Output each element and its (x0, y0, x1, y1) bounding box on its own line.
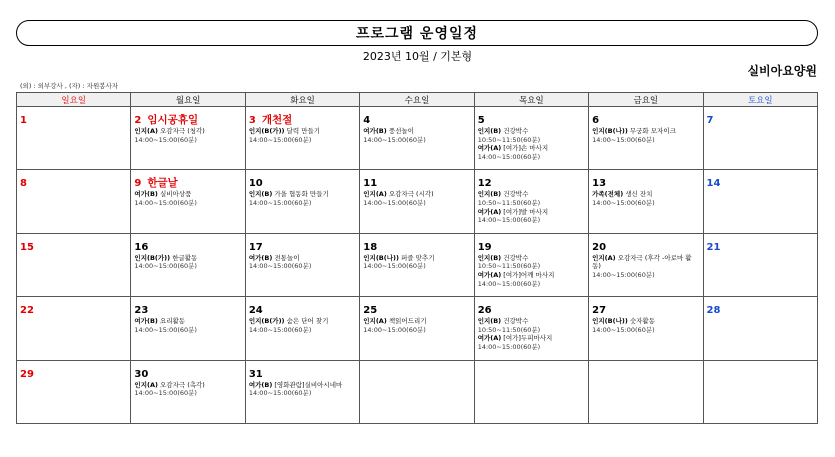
calendar-day-cell (703, 107, 817, 170)
calendar-day-cell (245, 170, 359, 233)
activity-time: 14:00~15:00(60분) (592, 325, 655, 334)
weekday-mon: 월요일 (131, 93, 245, 107)
activity-name: 오감자극 (후각 -아로마 활동) (592, 253, 692, 271)
day-number: 17 (248, 241, 263, 253)
activity-title-line (592, 317, 699, 326)
activity-entry (249, 190, 356, 207)
day-number: 31 (248, 368, 263, 380)
calendar-week-row (17, 297, 818, 360)
activity-title-line (478, 334, 585, 343)
activity-title-line (592, 254, 699, 271)
day-header (478, 298, 585, 317)
activity-title-line (249, 381, 356, 390)
weekday-header-row (17, 93, 818, 107)
activity-time: 14:00~15:00(60분) (477, 216, 541, 225)
activity-entry (478, 334, 585, 351)
day-number: 3 (248, 115, 256, 126)
day-header (20, 108, 127, 127)
activity-time: 14:00~15:00(60분) (592, 135, 655, 144)
day-header (134, 298, 241, 317)
activity-time: 14:00~15:00(60분) (363, 198, 426, 207)
day-number: 14 (706, 178, 721, 190)
activity-time: 10:50~11:50(60분) (477, 135, 541, 144)
calendar-day-cell (245, 107, 359, 170)
activity-entry (134, 190, 241, 207)
day-header (20, 362, 127, 381)
day-number: 19 (477, 241, 492, 253)
activity-name: [영화관람]실비아시네마 (274, 380, 343, 389)
activity-name: [여가]발 마사지 (503, 207, 549, 216)
activity-time: 14:00~15:00(60분) (134, 389, 197, 398)
weekday-fri: 금요일 (589, 93, 703, 107)
calendar-day-cell (17, 107, 131, 170)
activity-category: 인지(B(나)) (592, 127, 628, 135)
activity-name: [여가]어깨 마사지 (503, 270, 555, 279)
day-header (134, 362, 241, 381)
day-number: 4 (363, 115, 371, 126)
activity-name: [여가]두피마사지 (503, 334, 553, 343)
activity-name: 건강박수 (503, 190, 529, 199)
activity-entry (363, 317, 470, 334)
day-header (478, 108, 585, 127)
page-title-text: 프로그램 운영일정 (355, 26, 479, 42)
calendar-day-cell (131, 297, 245, 360)
activity-category: 여가(B) (248, 380, 273, 389)
calendar-week-row (17, 233, 818, 296)
activity-time: 10:50~11:50(60분) (477, 325, 541, 334)
activity-title-line (249, 190, 356, 199)
activity-title-line (249, 127, 356, 136)
activity-category: 인지(A) (134, 380, 158, 389)
day-number: 18 (363, 241, 378, 253)
activity-category: 인지(B) (477, 253, 502, 262)
activity-category: 여가(A) (477, 270, 502, 279)
day-header (592, 108, 699, 127)
activity-name: 무궁화 모자이크 (629, 127, 676, 135)
activity-entry (249, 127, 356, 144)
day-number: 24 (248, 305, 263, 317)
day-number: 22 (20, 305, 34, 317)
day-number: 2 (134, 115, 142, 126)
calendar-day-cell (589, 107, 703, 170)
day-header (592, 171, 699, 190)
activity-name: 풍선놀이 (388, 127, 414, 135)
page-title (16, 20, 818, 46)
day-header (134, 171, 241, 190)
activity-name: 건강박수 (503, 253, 529, 262)
activity-time: 14:00~15:00(60분) (363, 325, 426, 334)
activity-name: 숨은 단어 찾기 (286, 317, 329, 326)
activity-time: 14:00~15:00(60분) (248, 135, 312, 144)
day-header (363, 171, 470, 190)
activity-entry (363, 190, 470, 207)
activity-time: 14:00~15:00(60분) (248, 389, 312, 398)
day-number: 12 (477, 178, 492, 190)
legend-note: (외) : 외부강사 , (자) : 자원봉사자 (20, 82, 119, 90)
day-number: 28 (706, 305, 721, 317)
calendar-day-cell (360, 360, 474, 423)
weekday-tue: 화요일 (245, 93, 359, 107)
day-number: 5 (477, 115, 485, 126)
activity-title-line (363, 190, 470, 199)
activity-category: 인지(B(가)) (248, 317, 285, 326)
day-number: 26 (477, 305, 492, 317)
day-number: 25 (363, 305, 378, 317)
activity-name: 전통놀이 (274, 253, 300, 262)
day-header (249, 362, 356, 381)
calendar-day-cell (17, 360, 131, 423)
activity-category: 가족(전체) (592, 190, 624, 199)
weekday-sun: 일요일 (17, 93, 131, 107)
calendar-day-cell (589, 360, 703, 423)
activity-name: 책읽어드리기 (388, 317, 427, 326)
activity-title-line (478, 190, 585, 199)
day-header (249, 235, 356, 254)
day-number: 11 (363, 178, 378, 190)
day-number: 21 (706, 241, 721, 253)
day-number: 20 (592, 241, 607, 253)
calendar-day-cell (589, 170, 703, 233)
activity-title-line (478, 144, 585, 153)
calendar-day-cell (360, 107, 474, 170)
activity-entry (592, 317, 699, 334)
activity-name: 가을 협동화 만들기 (274, 190, 329, 199)
activity-name: 오감자극 (시각) (388, 190, 434, 199)
day-header (363, 235, 470, 254)
calendar-day-cell (474, 360, 588, 423)
calendar-day-cell (703, 233, 817, 296)
activity-title-line (134, 190, 241, 199)
activity-entry (134, 381, 241, 398)
weekday-thu: 목요일 (474, 93, 588, 107)
day-header (249, 171, 356, 190)
activity-category: 인지(B) (477, 317, 502, 326)
activity-name: 오감자극 (청각) (160, 127, 205, 135)
day-header (363, 298, 470, 317)
day-header (592, 298, 699, 317)
activity-category: 여가(A) (477, 334, 502, 343)
calendar-day-cell (703, 170, 817, 233)
activity-time: 14:00~15:00(60분) (592, 270, 655, 279)
calendar-day-cell (360, 233, 474, 296)
day-number: 10 (248, 178, 263, 190)
day-header (20, 235, 127, 254)
calendar-day-cell (17, 297, 131, 360)
activity-entry (478, 317, 585, 334)
activity-title-line (134, 317, 241, 326)
day-header (478, 171, 585, 190)
day-number: 6 (592, 115, 600, 126)
activity-title-line (478, 127, 585, 136)
day-header (249, 298, 356, 317)
activity-category: 인지(B(나)) (592, 317, 628, 326)
day-number: 8 (20, 178, 27, 190)
activity-title-line (478, 208, 585, 217)
activity-title-line (478, 271, 585, 280)
activity-time: 10:50~11:50(60분) (477, 262, 541, 271)
activity-category: 인지(A) (363, 190, 387, 199)
activity-time: 14:00~15:00(60분) (477, 279, 541, 288)
day-number: 29 (20, 368, 34, 380)
activity-time: 14:00~15:00(60분) (248, 325, 312, 334)
day-header (134, 235, 241, 254)
activity-name: 요리활동 (159, 317, 186, 326)
activity-entry (134, 127, 241, 144)
calendar-day-cell (474, 297, 588, 360)
activity-time: 14:00~15:00(60분) (134, 325, 197, 334)
activity-time: 14:00~15:00(60분) (477, 152, 541, 161)
activity-category: 여가(B) (134, 190, 158, 199)
activity-entry (478, 208, 585, 225)
activity-name: 실비아상품 (159, 190, 192, 199)
day-header (134, 108, 241, 127)
calendar-day-cell (131, 107, 245, 170)
activity-category: 인지(A) (134, 127, 158, 135)
activity-entry (478, 144, 585, 161)
day-header (363, 108, 470, 127)
calendar-day-cell (589, 297, 703, 360)
activity-time: 10:50~11:50(60분) (477, 198, 541, 207)
activity-time: 14:00~15:00(60분) (248, 198, 312, 207)
activity-title-line (363, 317, 470, 326)
calendar-week-row (17, 170, 818, 233)
activity-category: 인지(B(가)) (134, 253, 171, 262)
activity-category: 여가(A) (477, 207, 502, 216)
weekday-sat: 토요일 (703, 93, 817, 107)
calendar-day-cell (703, 360, 817, 423)
day-number: 23 (134, 305, 149, 317)
activity-time: 14:00~15:00(60분) (363, 262, 426, 271)
activity-name: 달력 만들기 (286, 127, 321, 135)
calendar-body (17, 107, 818, 424)
activity-title-line (592, 190, 699, 199)
activity-entry (249, 254, 356, 271)
activity-name: 건강박수 (503, 317, 529, 326)
activity-name: 건강박수 (503, 127, 529, 135)
page-subtitle: 2023년 10월 / 기본형 (362, 50, 473, 63)
day-header (707, 171, 814, 190)
activity-entry (592, 127, 699, 144)
activity-title-line (134, 381, 241, 390)
activity-category: 여가(B) (134, 317, 158, 326)
activity-time: 14:00~15:00(60분) (592, 198, 655, 207)
calendar-week-row (17, 360, 818, 423)
activity-entry (249, 381, 356, 398)
day-number: 27 (592, 305, 607, 317)
day-number: 7 (706, 115, 714, 126)
calendar-day-cell (474, 170, 588, 233)
calendar-day-cell (589, 233, 703, 296)
day-header (707, 108, 814, 127)
activity-category: 여가(B) (363, 127, 387, 135)
activity-entry (478, 190, 585, 207)
activity-entry (592, 254, 699, 280)
activity-category: 인지(B) (477, 127, 502, 135)
calendar-day-cell (131, 170, 245, 233)
calendar-day-cell (474, 107, 588, 170)
day-number: 15 (20, 241, 34, 253)
activity-title-line (478, 317, 585, 326)
activity-category: 인지(B(가)) (248, 127, 285, 135)
activity-name: 숫자활동 (629, 317, 655, 326)
holiday-label: 임시공휴일 (147, 114, 199, 126)
activity-name: [여가]손 마사지 (503, 144, 549, 153)
day-header (592, 235, 699, 254)
activity-entry (134, 317, 241, 334)
calendar-day-cell (17, 170, 131, 233)
activity-time: 14:00~15:00(60분) (248, 262, 312, 271)
organization-name: 실비아요양원 (747, 64, 817, 78)
activity-time: 14:00~15:00(60분) (134, 198, 197, 207)
calendar-day-cell (131, 233, 245, 296)
activity-category: 인지(B) (248, 190, 273, 199)
activity-category: 인지(A) (363, 317, 387, 326)
activity-name: 생신 잔치 (625, 190, 653, 199)
activity-category: 인지(B) (477, 190, 502, 199)
activity-entry (363, 127, 470, 144)
day-number: 13 (592, 178, 607, 190)
activity-name: 오감자극 (촉각) (160, 380, 205, 389)
activity-entry (478, 254, 585, 271)
activity-time: 14:00~15:00(60분) (134, 262, 197, 271)
day-header (707, 298, 814, 317)
calendar-day-cell (474, 233, 588, 296)
activity-category: 인지(A) (592, 253, 616, 262)
calendar-day-cell (17, 233, 131, 296)
calendar-day-cell (245, 297, 359, 360)
activity-entry (478, 271, 585, 288)
calendar-day-cell (245, 233, 359, 296)
activity-title-line (592, 127, 699, 136)
day-number: 1 (20, 115, 27, 126)
activity-title-line (249, 317, 356, 326)
day-number: 9 (134, 178, 142, 190)
activity-name: 퍼즐 맞추기 (401, 253, 435, 262)
activity-category: 여가(A) (477, 144, 502, 153)
holiday-label: 한글날 (147, 177, 178, 190)
activity-entry (363, 254, 470, 271)
weekday-wed: 수요일 (360, 93, 474, 107)
calendar-day-cell (360, 170, 474, 233)
activity-time: 14:00~15:00(60분) (363, 135, 426, 144)
activity-title-line (134, 127, 241, 136)
activity-entry (134, 254, 241, 271)
calendar-week-row (17, 107, 818, 170)
activity-name: 한글활동 (172, 253, 198, 262)
activity-title-line (363, 127, 470, 136)
day-header (20, 298, 127, 317)
calendar-day-cell (360, 297, 474, 360)
activity-entry (592, 190, 699, 207)
day-header (478, 235, 585, 254)
activity-category: 인지(B(나)) (363, 253, 399, 262)
day-number: 30 (134, 368, 149, 380)
day-header (249, 108, 356, 127)
activity-entry (249, 317, 356, 334)
day-number: 16 (134, 241, 149, 253)
activity-entry (478, 127, 585, 144)
calendar-day-cell (245, 360, 359, 423)
day-header (707, 235, 814, 254)
calendar-table (16, 92, 818, 424)
calendar-day-cell (703, 297, 817, 360)
holiday-label: 개천절 (261, 114, 293, 126)
calendar-day-cell (131, 360, 245, 423)
activity-category: 여가(B) (248, 253, 273, 262)
activity-time: 14:00~15:00(60분) (477, 342, 541, 351)
activity-time: 14:00~15:00(60분) (134, 135, 197, 144)
day-header (20, 171, 127, 190)
